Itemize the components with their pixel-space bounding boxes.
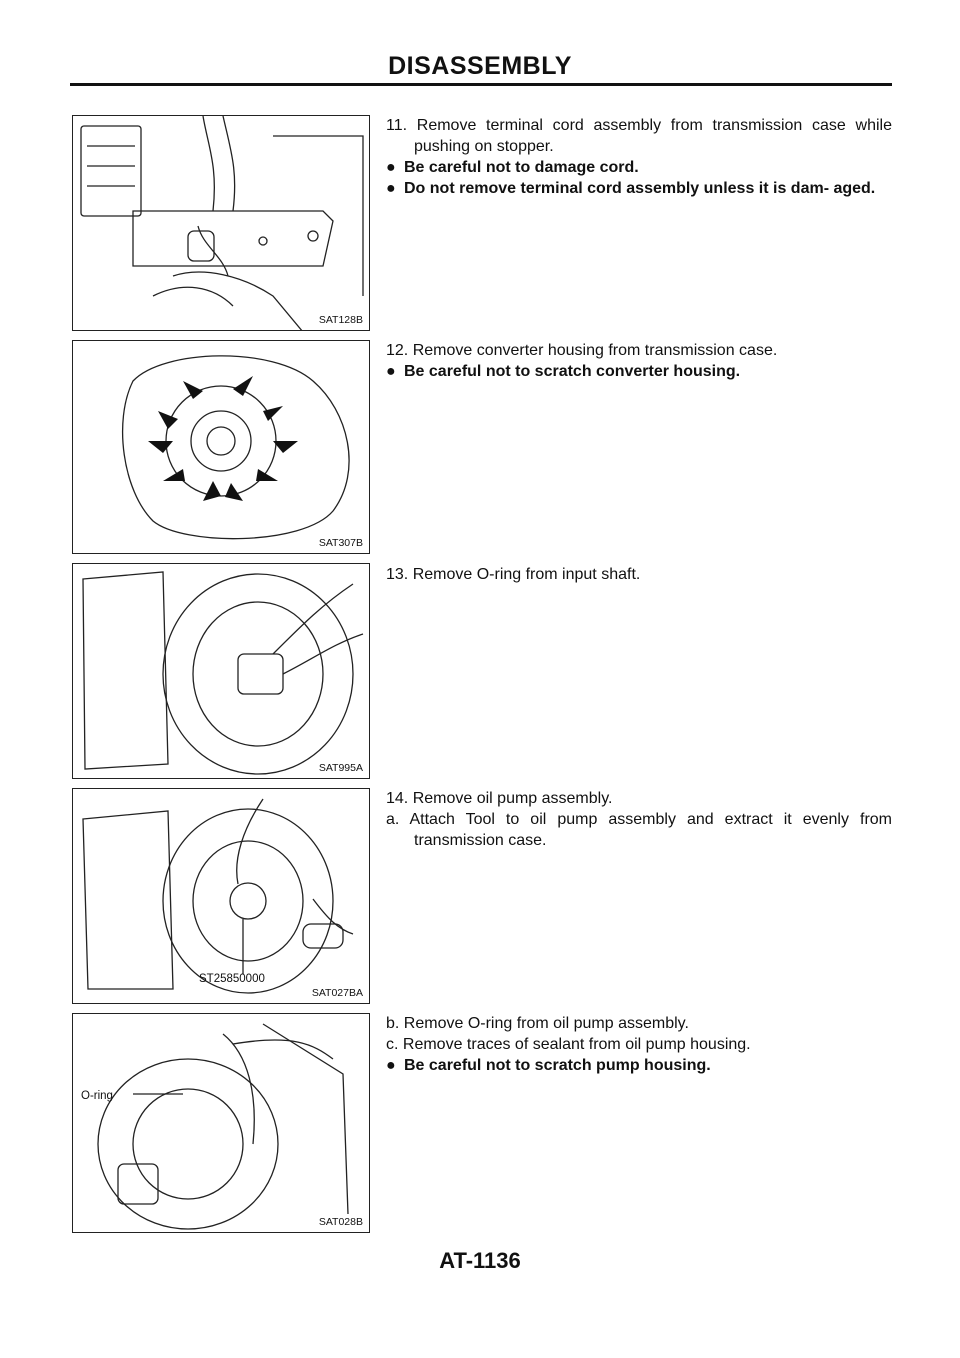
bullet-glyph: ●: [386, 180, 396, 197]
terminal-cord-illustration: [73, 116, 370, 331]
figure-oil-pump-oring: [72, 1013, 370, 1233]
tool-number-label: ST25850000: [199, 973, 265, 985]
figure-code: SAT995A: [318, 762, 363, 774]
figure-oil-pump-tool: [72, 788, 370, 1004]
caution-bullet: [386, 157, 892, 178]
step-14-block: [386, 788, 892, 851]
page-number: AT-1136: [439, 1248, 521, 1273]
step-12-block: [386, 340, 892, 382]
page-title: DISASSEMBLY: [388, 52, 572, 80]
figure-terminal-cord: [72, 115, 370, 331]
step-13-block: [386, 564, 892, 585]
caution-bullet: [386, 361, 892, 382]
figure-input-shaft: [72, 563, 370, 779]
figure-code: SAT028B: [318, 1216, 363, 1228]
figure-code: SAT027BA: [311, 987, 363, 999]
oil-pump-tool-illustration: [73, 789, 370, 1004]
step-text: 13. Remove O-ring from input shaft.: [386, 566, 641, 583]
caution-text: Be careful not to scratch pump housing.: [404, 1057, 711, 1074]
caution-text: Be careful not to scratch converter housing.: [404, 363, 741, 380]
substep-text: c. Remove traces of sealant from oil pump housing.: [386, 1036, 751, 1053]
step-text: 11. Remove terminal cord assembly from transmission case while pushing on stopper.: [386, 117, 892, 155]
step-11-block: [386, 115, 892, 199]
bullet-glyph: ●: [386, 1057, 396, 1074]
figure-code: SAT128B: [318, 314, 363, 326]
figure-converter-housing: [72, 340, 370, 554]
caution-bullet: [386, 1055, 892, 1076]
input-shaft-illustration: [73, 564, 370, 779]
caution-bullet: [386, 178, 892, 199]
caution-text: Be careful not to damage cord.: [404, 159, 639, 176]
converter-housing-illustration: [73, 341, 370, 554]
step-text: 14. Remove oil pump assembly.: [386, 790, 613, 807]
step-text: 12. Remove converter housing from transmission case.: [386, 342, 778, 359]
bullet-glyph: ●: [386, 159, 396, 176]
bullet-glyph: ●: [386, 363, 396, 380]
caution-text: Do not remove terminal cord assembly unless it is dam- aged.: [404, 180, 876, 197]
figure-code: SAT307B: [318, 537, 363, 549]
step-14bc-block: [386, 1013, 892, 1076]
substep-text: a. Attach Tool to oil pump assembly and extract it evenly from transmission case.: [386, 811, 892, 849]
header-divider: [70, 83, 892, 86]
substep-text: b. Remove O-ring from oil pump assembly.: [386, 1015, 689, 1032]
oring-label: O-ring: [81, 1090, 113, 1102]
oil-pump-oring-illustration: [73, 1014, 370, 1233]
